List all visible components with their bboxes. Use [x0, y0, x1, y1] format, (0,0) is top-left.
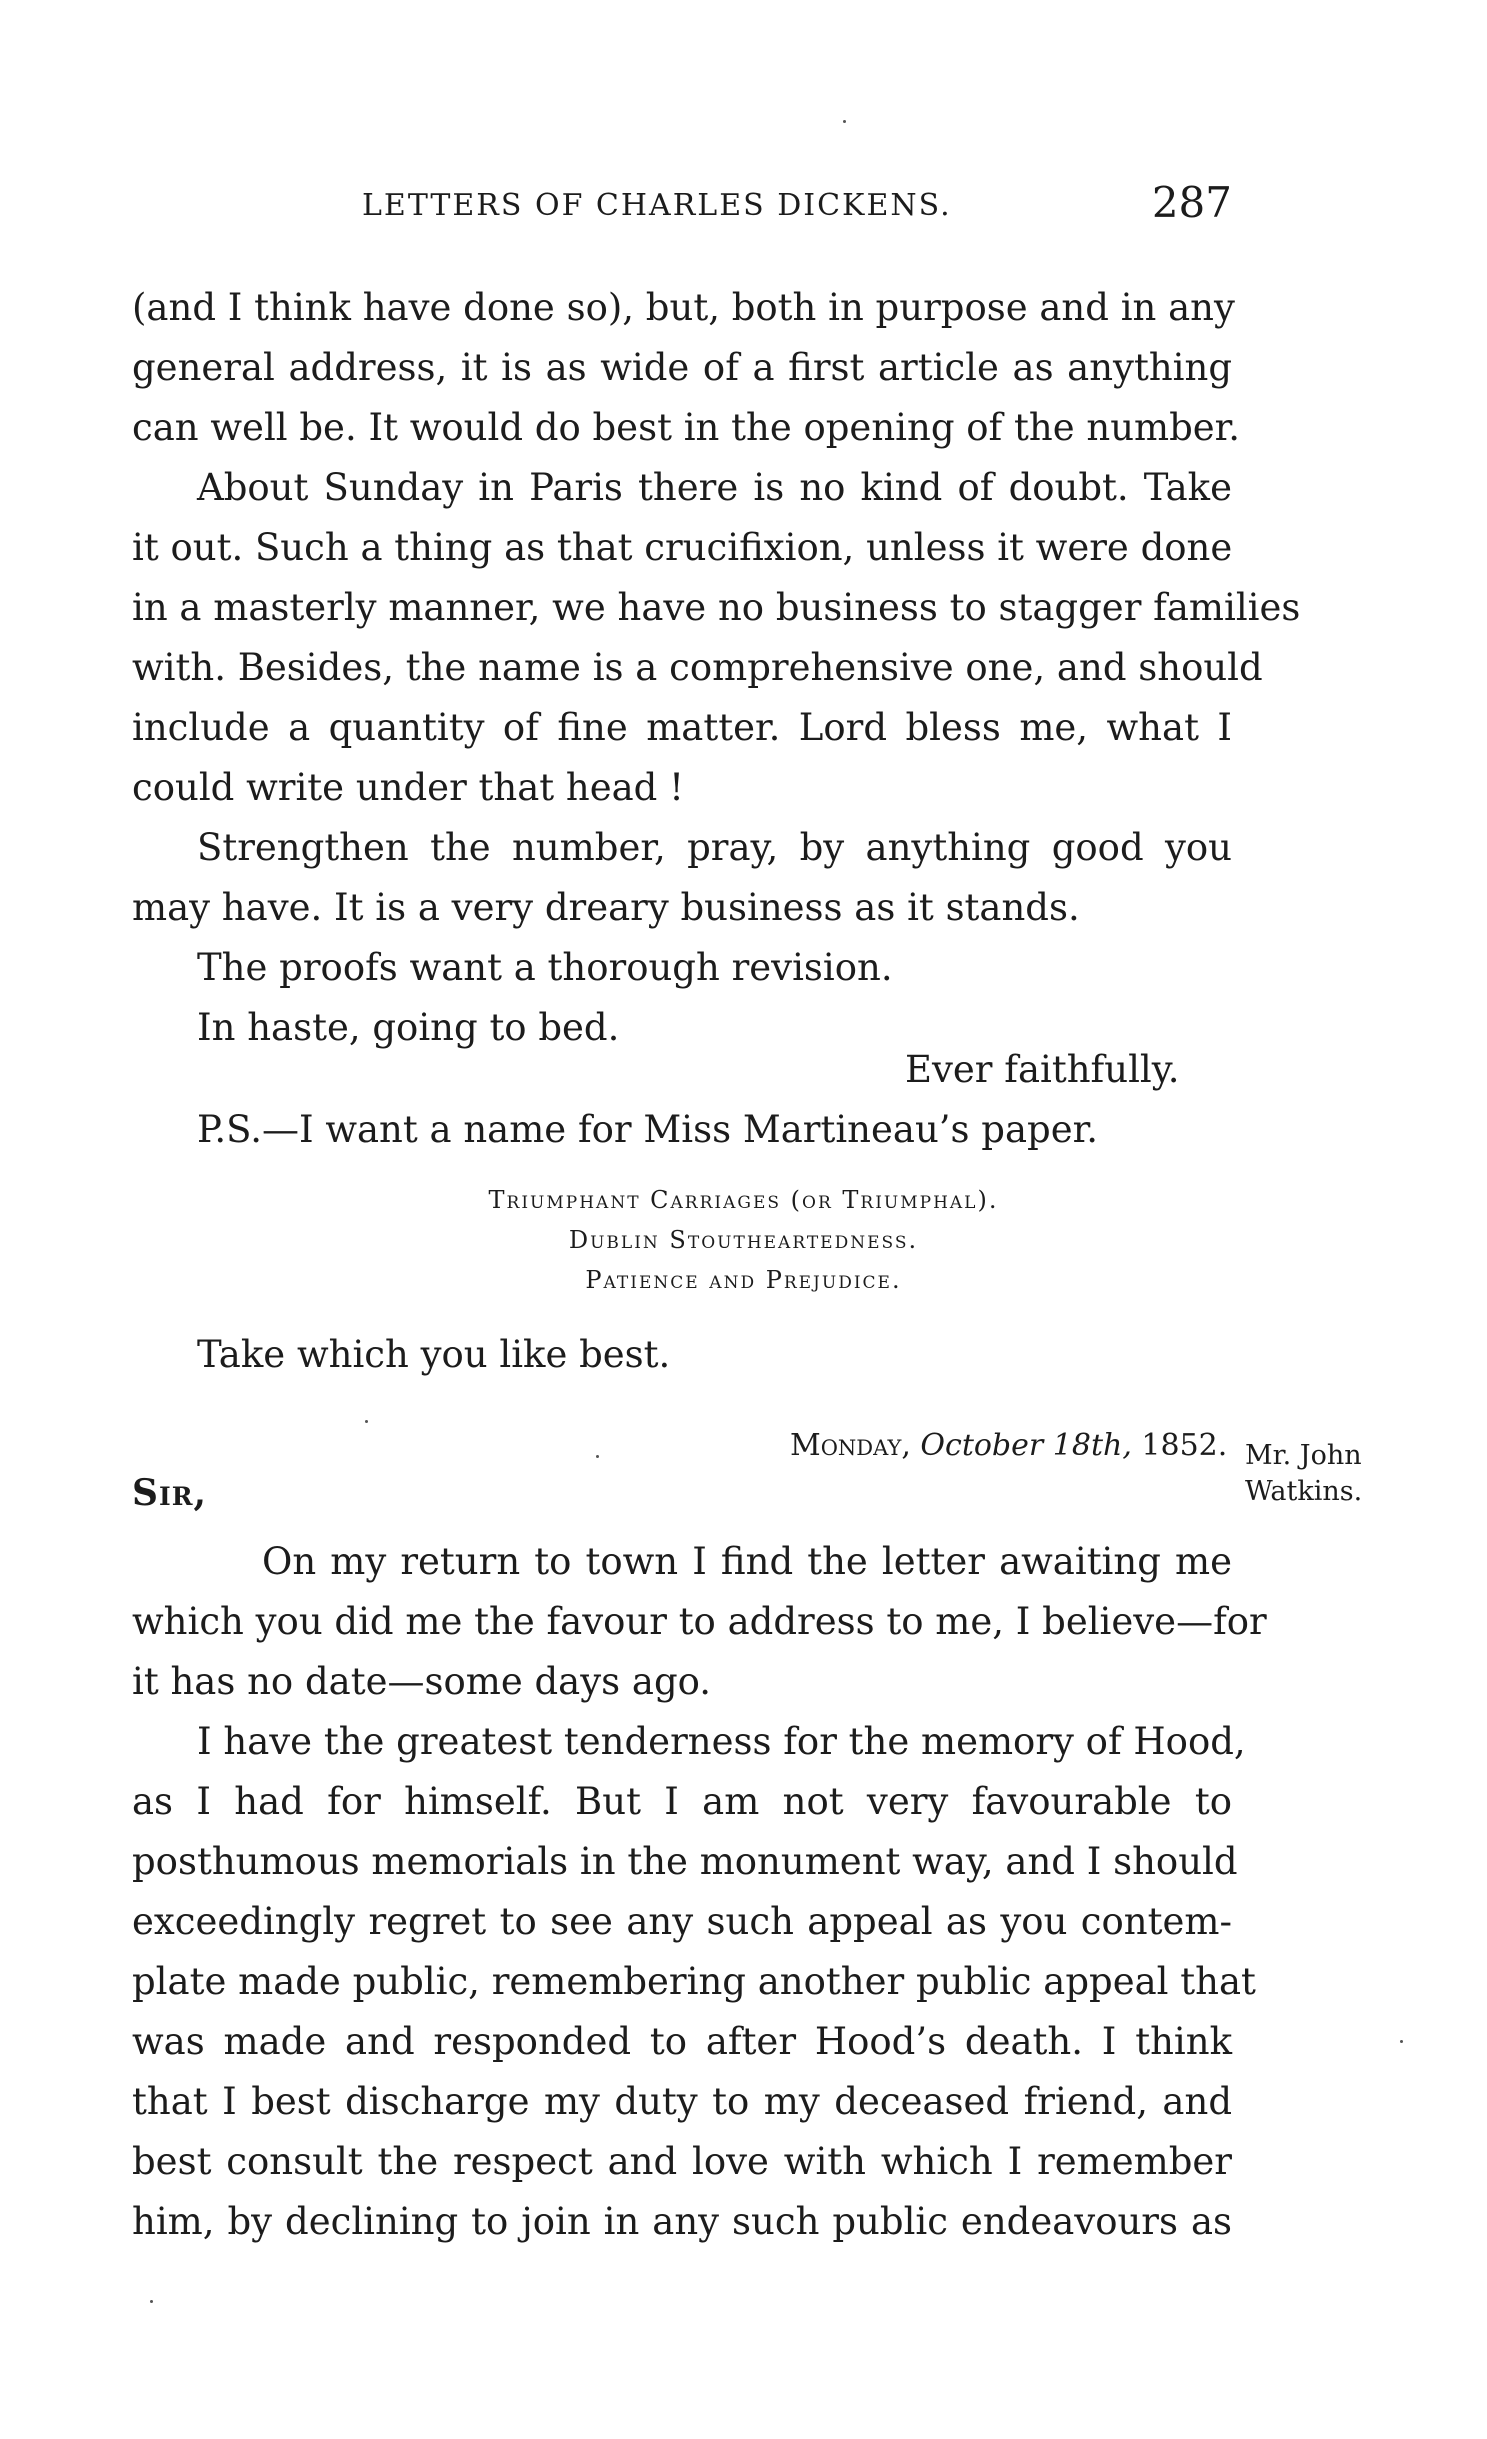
salutation: Sir, — [132, 1472, 208, 1514]
text-line: posthumous memorials in the monument way, and I should — [132, 1840, 1238, 1883]
closing: Ever faithfully. — [905, 1048, 1180, 1091]
title-option: Patience and Prejudice. — [585, 1266, 902, 1294]
paper-speck — [1400, 2040, 1403, 2043]
text-line: Take which you like best. — [197, 1333, 671, 1376]
text-line: could write under that head ! — [132, 766, 685, 809]
text-line: may have. It is a very dreary business as it stands. — [132, 886, 1080, 929]
paper-speck — [365, 1420, 368, 1423]
date-month: October 18th, — [920, 1428, 1132, 1463]
text-line: was made and responded to after Hood’s death. I think — [132, 2020, 1232, 2063]
page-header — [132, 178, 1232, 238]
text-line: in a masterly manner, we have no business to stagger families — [132, 586, 1301, 629]
running-title: LETTERS OF CHARLES DICKENS. — [362, 188, 952, 223]
text-line: him, by declining to join in any such public endeavours as — [132, 2200, 1232, 2243]
text-line: that I best discharge my duty to my deceased friend, and — [132, 2080, 1232, 2123]
paper-speck — [843, 120, 846, 123]
letter-date — [790, 1428, 1227, 1463]
text-line: exceedingly regret to see any such appeal as you contem- — [132, 1900, 1232, 1943]
text-line: general address, it is as wide of a first article as anything — [132, 346, 1232, 389]
text-line: I have the greatest tenderness for the memory of Hood, — [197, 1720, 1246, 1763]
text-line: plate made public, remembering another public appeal that — [132, 1960, 1256, 2003]
text-line: it out. Such a thing as that crucifixion, unless it were done — [132, 526, 1233, 569]
date-day: Monday, — [790, 1428, 911, 1463]
text-line: The proofs want a thorough revision. — [197, 946, 893, 989]
text-line: best consult the respect and love with which I remember — [132, 2140, 1232, 2183]
text-line: In haste, going to bed. — [197, 1006, 620, 1049]
text-line: as I had for himself. But I am not very favourable to — [132, 1780, 1232, 1823]
paper-speck — [150, 2300, 153, 2303]
text-line: On my return to town I find the letter awaiting me — [262, 1540, 1232, 1583]
text-line: (and I think have done so), but, both in purpose and in any — [132, 286, 1235, 329]
text-line: About Sunday in Paris there is no kind of doubt. Take — [197, 466, 1232, 509]
date-year: 1852. — [1141, 1428, 1228, 1463]
text-line: with. Besides, the name is a comprehensive one, and should — [132, 646, 1263, 689]
page-number: 287 — [1151, 178, 1232, 227]
text-line: Strengthen the number, pray, by anything good you — [197, 826, 1232, 869]
sidenote-line: Watkins. — [1245, 1476, 1363, 1507]
paper-speck — [596, 1455, 599, 1458]
text-line: include a quantity of fine matter. Lord bless me, what I — [132, 706, 1232, 749]
recipient-sidenote — [1245, 1438, 1362, 1510]
postscript: P.S.—I want a name for Miss Martineau’s paper. — [197, 1108, 1099, 1151]
title-option: Dublin Stoutheartedness. — [568, 1226, 919, 1254]
sidenote-line: Mr. John — [1245, 1440, 1362, 1471]
text-line: can well be. It would do best in the opening of the number. — [132, 406, 1241, 449]
text-line: it has no date—some days ago. — [132, 1660, 712, 1703]
title-option: Triumphant Carriages (or Triumphal). — [488, 1186, 999, 1214]
text-line: which you did me the favour to address to me, I believe—for — [132, 1600, 1267, 1643]
